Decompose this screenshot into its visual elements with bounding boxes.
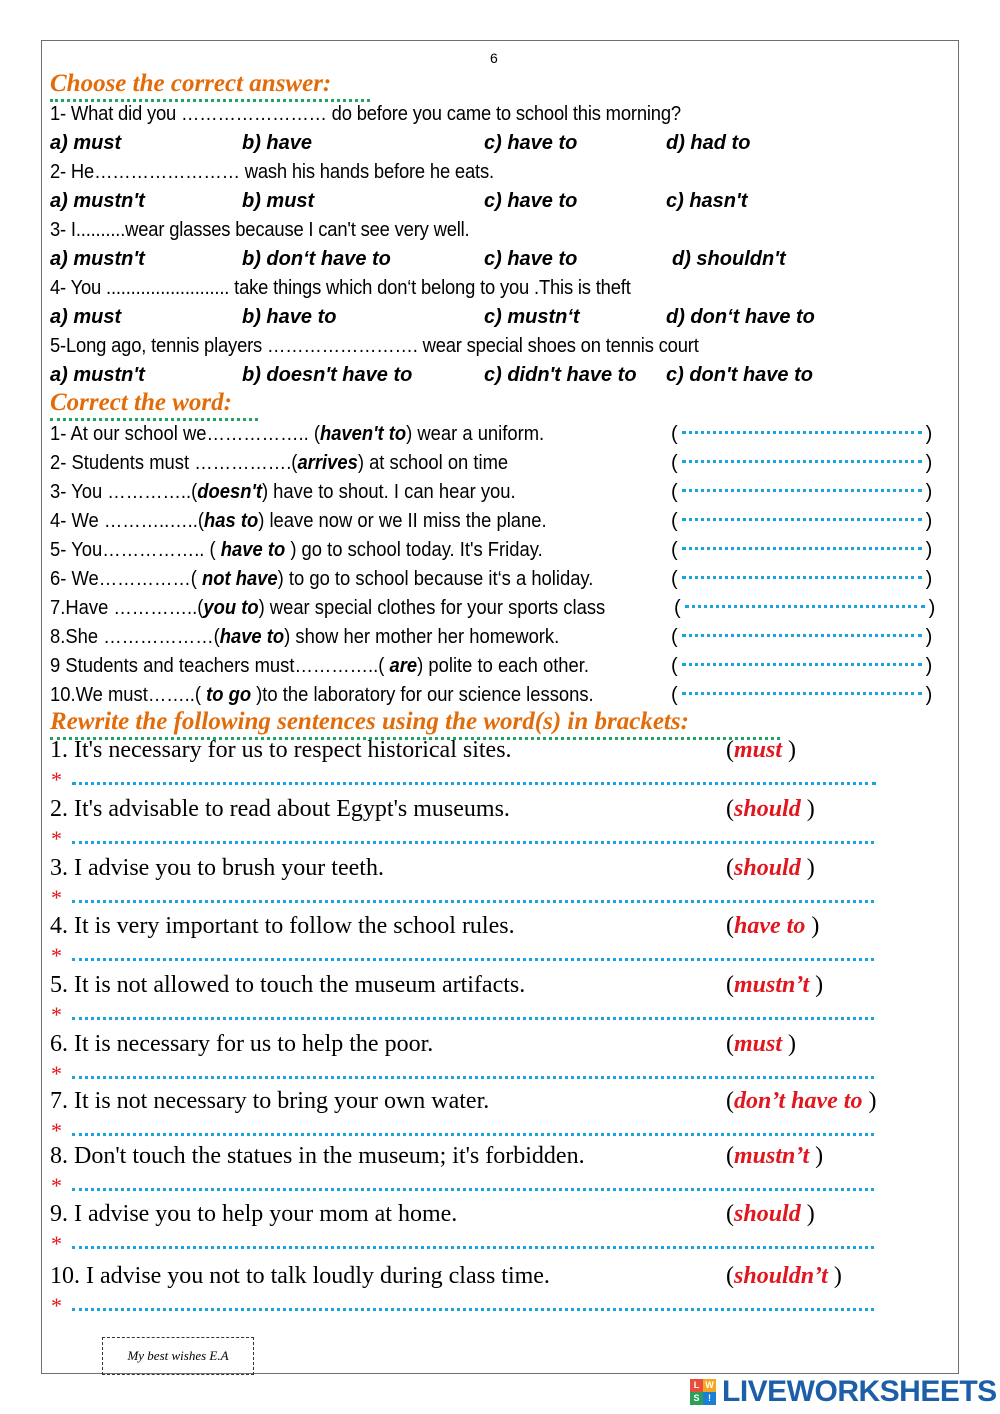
open-paren: ( (671, 626, 678, 648)
answer-option[interactable]: d) had to (666, 132, 751, 154)
bracket-keyword: (have to ) (726, 913, 820, 939)
answer-star: * (51, 1293, 62, 1318)
correct-word-item (50, 508, 547, 534)
question-text: 5-Long ago, tennis players ……………………. wear special shoes on tennis court (50, 335, 699, 357)
close-paren: ) (925, 655, 933, 677)
rewrite-sentence: 4. It is very important to follow the school rules. (50, 913, 515, 939)
answer-star: * (51, 1061, 62, 1086)
answer-option[interactable]: c) mustn‘t (484, 306, 580, 328)
rewrite-sentence: 2. It's advisable to read about Egypt's museums. (50, 796, 510, 822)
question-text: 1- What did you …………………… do before you came to school this morning? (50, 103, 681, 125)
section-heading-correct: Correct the word: (50, 389, 232, 416)
correct-word-item (50, 450, 508, 476)
rewrite-sentence: 9. I advise you to help your mom at home. (50, 1201, 458, 1227)
item-text: 2- Students must …………….( (50, 452, 298, 474)
section-heading-choose: Choose the correct answer: (50, 70, 332, 97)
open-paren: ( (671, 481, 678, 503)
answer-line[interactable] (72, 900, 874, 903)
answer-blank[interactable] (682, 489, 922, 496)
answer-line[interactable] (72, 1246, 874, 1249)
answer-line[interactable] (72, 1133, 874, 1136)
answer-line[interactable] (72, 841, 874, 844)
correct-word-item (50, 566, 593, 592)
answer-star: * (51, 943, 62, 968)
logo-tile: ! (703, 1392, 716, 1405)
target-word: to go (206, 684, 252, 706)
logo-tile: S (690, 1392, 703, 1405)
answer-blank[interactable] (682, 576, 922, 583)
answer-line[interactable] (72, 958, 874, 961)
keyword: shouldn’t (734, 1263, 828, 1289)
bracket-keyword: (should ) (726, 1201, 815, 1227)
item-text: ) at school on time (357, 452, 509, 474)
answer-blank[interactable] (682, 692, 922, 699)
rewrite-sentence: 5. It is not allowed to touch the museum artifacts. (50, 972, 526, 998)
close-paren: ) (928, 597, 936, 619)
answer-option[interactable]: a) mustn't (50, 364, 145, 386)
best-wishes-signature: My best wishes E.A (102, 1337, 254, 1375)
target-word: not have (201, 568, 278, 590)
answer-star: * (51, 767, 62, 792)
answer-option[interactable]: c) have to (484, 248, 578, 270)
correct-word-item (50, 653, 589, 679)
rewrite-sentence: 1. It's necessary for us to respect historical sites. (50, 737, 512, 763)
answer-blank[interactable] (682, 518, 922, 525)
answer-line[interactable] (72, 1076, 874, 1079)
answer-blank[interactable] (685, 605, 925, 612)
answer-option[interactable]: c) have to (484, 132, 578, 154)
rewrite-sentence: 10. I advise you not to talk loudly during class time. (50, 1263, 550, 1289)
item-text: ) polite to each other. (417, 655, 590, 677)
answer-option[interactable]: c) don't have to (666, 364, 813, 386)
open-paren: ( (674, 597, 681, 619)
answer-option[interactable]: c) hasn't (666, 190, 748, 212)
target-word: have to (219, 626, 285, 648)
item-text: )to the laboratory for our science lessons. (251, 684, 594, 706)
answer-option[interactable]: b) don‘t have to (242, 248, 391, 270)
close-paren: ) (925, 481, 933, 503)
open-paren: ( (671, 510, 678, 532)
page-number: 6 (490, 50, 498, 66)
answer-blank[interactable] (682, 460, 922, 467)
target-word: doesn't (197, 481, 262, 503)
rewrite-sentence: 6. It is necessary for us to help the poor. (50, 1031, 434, 1057)
item-text: 10.We must……..( (50, 684, 207, 706)
keyword: should (734, 796, 801, 822)
answer-field[interactable] (671, 624, 932, 650)
close-paren: ) (925, 684, 933, 706)
answer-option[interactable]: d) shouldn't (672, 248, 786, 270)
rewrite-sentence: 8. Don't touch the statues in the museum; it's forbidden. (50, 1143, 585, 1169)
correct-word-item (50, 624, 559, 650)
question-text: 3- I..........wear glasses because I can't see very well. (50, 219, 470, 241)
answer-field[interactable] (671, 653, 932, 679)
item-text: 7.Have …………..( (50, 597, 204, 619)
correct-word-item (50, 479, 516, 505)
item-text: 8.She ………………( (50, 626, 220, 648)
target-word: have to (220, 539, 286, 561)
answer-option[interactable]: c) didn't have to (484, 364, 637, 386)
rewrite-sentence: 7. It is not necessary to bring your own water. (50, 1088, 490, 1114)
close-paren: ) (925, 568, 933, 590)
correct-word-item (50, 595, 605, 621)
open-paren: ( (671, 655, 678, 677)
close-paren: ) (925, 423, 933, 445)
bracket-keyword: (should ) (726, 855, 815, 881)
answer-blank[interactable] (682, 431, 922, 438)
keyword: should (734, 855, 801, 881)
target-word: arrives (297, 452, 358, 474)
target-word: haven't to (319, 423, 407, 445)
answer-option[interactable]: a) must (50, 132, 122, 154)
answer-field[interactable] (671, 479, 932, 505)
close-paren: ) (925, 510, 933, 532)
bracket-keyword: (mustn’t ) (726, 1143, 824, 1169)
answer-option[interactable]: b) doesn't have to (242, 364, 413, 386)
correct-word-item (50, 682, 594, 708)
liveworksheets-brand[interactable] (690, 1374, 997, 1410)
item-text: 6- We……………( (50, 568, 202, 590)
answer-option[interactable]: b) must (242, 190, 315, 212)
answer-line[interactable] (72, 1188, 874, 1191)
close-paren: ) (925, 452, 933, 474)
answer-option[interactable]: c) have to (484, 190, 578, 212)
answer-option[interactable]: b) have (242, 132, 313, 154)
answer-blank[interactable] (682, 547, 922, 554)
answer-blank[interactable] (682, 663, 922, 670)
keyword: mustn’t (734, 972, 810, 998)
keyword: should (734, 1201, 801, 1227)
answer-option[interactable]: b) have to (242, 306, 337, 328)
answer-line[interactable] (72, 782, 876, 785)
keyword: have to (734, 913, 806, 939)
open-paren: ( (671, 423, 678, 445)
item-text: 4- We ………..…..( (50, 510, 205, 532)
item-text: 1- At our school we…………….. ( (50, 423, 320, 445)
answer-star: * (51, 1173, 62, 1198)
close-paren: ) (925, 539, 933, 561)
target-word: has to (204, 510, 259, 532)
keyword: mustn’t (734, 1143, 810, 1169)
answer-star: * (51, 885, 62, 910)
answer-line[interactable] (72, 1017, 874, 1020)
item-text: ) show her mother her homework. (284, 626, 560, 648)
answer-option[interactable]: a) mustn't (50, 190, 145, 212)
answer-field[interactable] (674, 595, 935, 621)
close-paren: ) (925, 626, 933, 648)
answer-field[interactable] (671, 566, 932, 592)
answer-line[interactable] (72, 1308, 874, 1311)
open-paren: ( (671, 684, 678, 706)
keyword: must (734, 737, 783, 763)
answer-field[interactable] (671, 421, 932, 447)
item-text: 9 Students and teachers must…………..( (50, 655, 390, 677)
open-paren: ( (671, 539, 678, 561)
answer-field[interactable] (671, 450, 932, 476)
item-text: ) have to shout. I can hear you. (261, 481, 516, 503)
item-text: ) to go to school because it‘s a holiday. (277, 568, 594, 590)
correct-word-item (50, 421, 544, 447)
section-heading-rewrite: Rewrite the following sentences using the word(s) in brackets: (50, 708, 689, 735)
target-word: you to (203, 597, 259, 619)
answer-star: * (51, 1118, 62, 1143)
rewrite-sentence: 3. I advise you to brush your teeth. (50, 855, 384, 881)
answer-option[interactable]: a) must (50, 306, 122, 328)
open-paren: ( (671, 568, 678, 590)
logo-tile: W (703, 1379, 716, 1392)
correct-word-item (50, 537, 543, 563)
question-text: 2- He…………………… wash his hands before he eats. (50, 161, 494, 183)
keyword: don’t have to (734, 1088, 863, 1114)
answer-field[interactable] (671, 537, 932, 563)
item-text: ) leave now or we II miss the plane. (258, 510, 547, 532)
bracket-keyword: (must ) (726, 737, 797, 763)
bracket-keyword: (shouldn’t ) (726, 1263, 842, 1289)
answer-blank[interactable] (682, 634, 922, 641)
liveworksheets-logo-icon (690, 1379, 716, 1405)
answer-star: * (51, 1002, 62, 1027)
logo-tile: L (690, 1379, 703, 1392)
answer-option[interactable]: a) mustn't (50, 248, 145, 270)
bracket-keyword: (must ) (726, 1031, 797, 1057)
item-text: ) go to school today. It's Friday. (285, 539, 543, 561)
item-text: ) wear a uniform. (406, 423, 545, 445)
open-paren: ( (671, 452, 678, 474)
target-word: are (389, 655, 418, 677)
brand-name: LIVEWORKSHEETS (722, 1375, 997, 1408)
answer-field[interactable] (671, 508, 932, 534)
question-text: 4- You ......................... take things which don‘t belong to you .This is theft (50, 277, 631, 299)
bracket-keyword: (mustn’t ) (726, 972, 824, 998)
answer-field[interactable] (671, 682, 932, 708)
answer-star: * (51, 1231, 62, 1256)
item-text: ) wear special clothes for your sports class (258, 597, 606, 619)
item-text: 5- You…………….. ( (50, 539, 221, 561)
answer-star: * (51, 826, 62, 851)
answer-option[interactable]: d) don‘t have to (666, 306, 815, 328)
bracket-keyword: (don’t have to ) (726, 1088, 877, 1114)
item-text: 3- You …………..( (50, 481, 198, 503)
keyword: must (734, 1031, 783, 1057)
bracket-keyword: (should ) (726, 796, 815, 822)
